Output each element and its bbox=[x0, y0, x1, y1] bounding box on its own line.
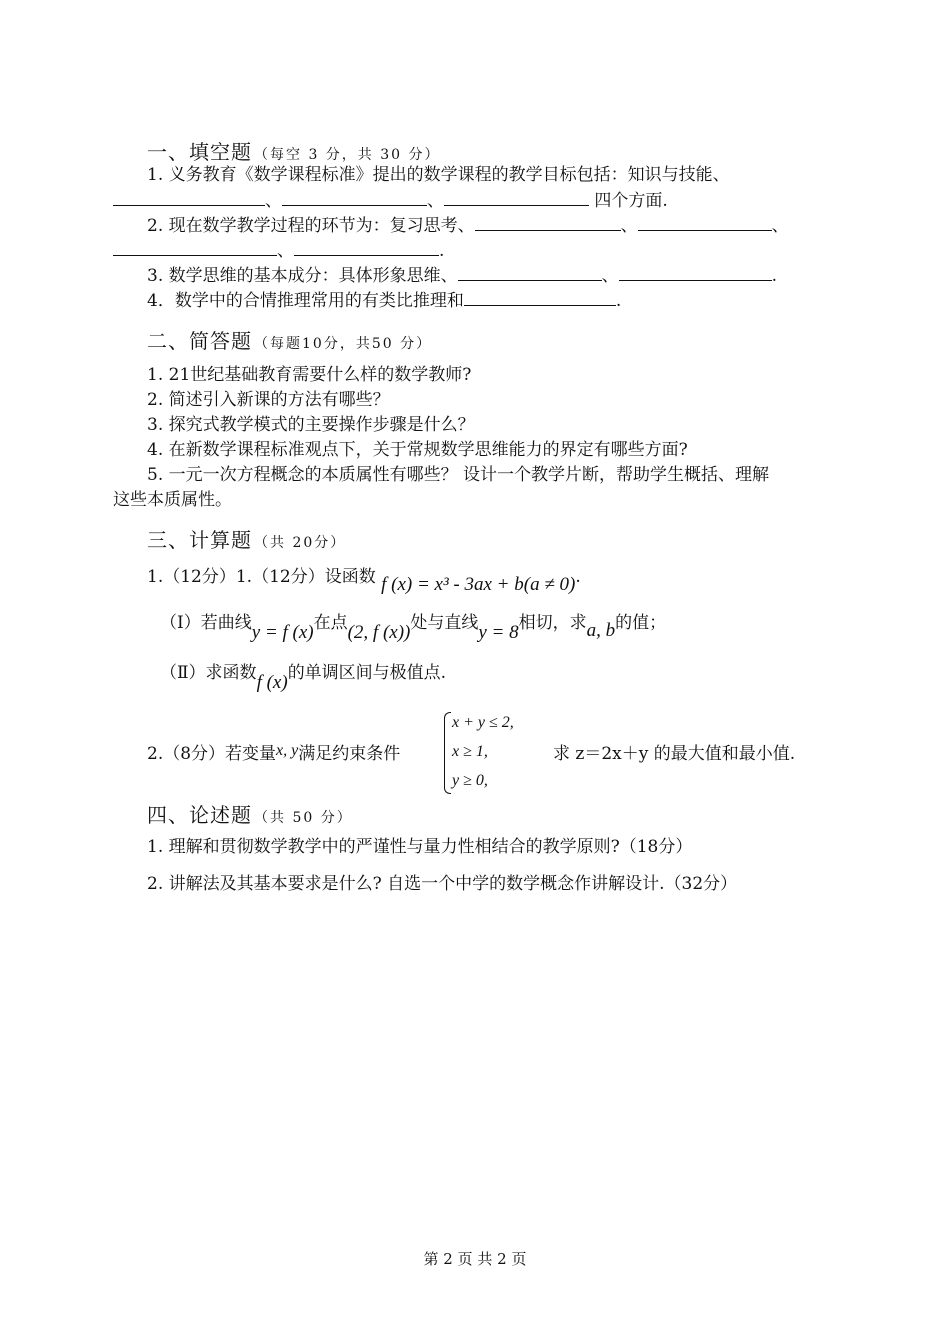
question-text: 4．数学中的合情推理常用的有类比推理和 bbox=[147, 291, 464, 311]
function-formula: f (x) = x³ - 3ax + b(a ≠ 0) bbox=[381, 574, 576, 595]
section1-heading bbox=[147, 136, 441, 165]
s3-q1-part1 bbox=[160, 612, 667, 643]
section2-heading bbox=[147, 325, 432, 354]
curve-formula: y = f (x) bbox=[251, 622, 314, 643]
section2-note: （每题10分，共50 分） bbox=[254, 336, 433, 352]
page-footer: 第 2 页 共 2 页 bbox=[423, 1250, 527, 1268]
s2-q2: 2. 简述引入新课的方法有哪些？ bbox=[147, 390, 390, 410]
section1-title: 一、填空题 bbox=[147, 140, 252, 164]
part-text: （Ⅱ）求函数 bbox=[160, 663, 257, 683]
constraint-1: x + y ≤ 2, bbox=[452, 714, 514, 731]
s3-q1-part2 bbox=[160, 662, 447, 693]
function-ref: f (x) bbox=[256, 672, 288, 693]
part-text: （Ⅰ）若曲线 bbox=[160, 613, 252, 633]
constraint-2: x ≥ 1, bbox=[452, 743, 488, 760]
s2-q5-line1: 5. 一元一次方程概念的本质属性有哪些？ 设计一个教学片断，帮助学生概括、理解 bbox=[147, 465, 770, 485]
answer-blank[interactable] bbox=[113, 189, 265, 206]
answer-blank[interactable] bbox=[464, 289, 616, 306]
answer-blank[interactable] bbox=[294, 239, 439, 256]
answer-blank[interactable] bbox=[458, 264, 602, 281]
s2-q5-line2: 这些本质属性。 bbox=[113, 490, 232, 510]
section3-title: 三、计算题 bbox=[147, 528, 252, 552]
s2-q3: 3. 探究式教学模式的主要操作步骤是什么？ bbox=[147, 415, 475, 435]
question-text: 2.（8分）若变量 bbox=[147, 744, 277, 764]
separator: 、 bbox=[620, 216, 638, 236]
answer-blank[interactable] bbox=[638, 214, 772, 231]
s1-q1-line2 bbox=[113, 189, 668, 212]
part-text: 在点 bbox=[313, 613, 348, 633]
question-text: 3. 数学思维的基本成分：具体形象思维、 bbox=[147, 266, 458, 286]
s2-q4: 4. 在新数学课程标准观点下，关于常规数学思维能力的界定有哪些方面? bbox=[147, 440, 688, 460]
answer-blank[interactable] bbox=[475, 214, 621, 231]
s1-q1-line1: 1. 义务教育《数学课程标准》提出的数学课程的教学目标包括：知识与技能、 bbox=[147, 165, 730, 185]
line-end: . bbox=[615, 291, 622, 311]
line-end: 四个方面. bbox=[589, 191, 668, 211]
separator: 、 bbox=[277, 241, 294, 261]
section4-title: 四、论述题 bbox=[147, 803, 252, 827]
s3-q2-goal: 求 z＝2x＋y 的最大值和最小值. bbox=[553, 744, 796, 764]
separator: 、 bbox=[427, 191, 444, 211]
part-text: 的值； bbox=[615, 613, 667, 633]
line-end: . bbox=[439, 241, 445, 261]
separator: 、 bbox=[771, 216, 789, 236]
section4-heading bbox=[147, 799, 353, 828]
line-end: . bbox=[575, 567, 581, 587]
separator: 、 bbox=[601, 266, 619, 286]
answer-blank[interactable] bbox=[444, 189, 589, 206]
s2-q1: 1. 21世纪基础教育需要什么样的数学教师? bbox=[147, 365, 472, 385]
s4-q1: 1. 理解和贯彻数学教学中的严谨性与量力性相结合的教学原则?（18分） bbox=[147, 837, 693, 857]
separator: 、 bbox=[265, 191, 282, 211]
section3-heading bbox=[147, 524, 346, 553]
question-text: 2. 现在数学教学过程的环节为：复习思考、 bbox=[147, 216, 475, 236]
answer-blank[interactable] bbox=[282, 189, 427, 206]
s3-q2 bbox=[147, 743, 400, 766]
constraint-brace bbox=[444, 712, 451, 794]
part-text: 的单调区间与极值点. bbox=[287, 663, 447, 683]
answer-blank[interactable] bbox=[619, 264, 772, 281]
part-text: 处与直线 bbox=[410, 613, 479, 633]
question-text: 1.（12分）1.（12分）设函数 bbox=[147, 567, 376, 587]
unknowns-formula: a, b bbox=[586, 620, 616, 641]
constraint-3: y ≥ 0, bbox=[452, 772, 488, 789]
part-text: 相切，求 bbox=[518, 613, 587, 633]
section2-title: 二、简答题 bbox=[147, 329, 252, 353]
line-formula: y = 8 bbox=[478, 622, 519, 643]
section1-note: （每空 3 分，共 30 分） bbox=[254, 147, 441, 163]
question-text: 满足约束条件 bbox=[298, 744, 401, 764]
line-end: . bbox=[771, 266, 778, 286]
section3-note: （共 20分） bbox=[254, 535, 347, 551]
point-formula: (2, f (x)) bbox=[347, 622, 411, 643]
s1-q2-line2 bbox=[113, 239, 444, 262]
answer-blank[interactable] bbox=[113, 239, 277, 256]
s1-q3 bbox=[147, 264, 777, 287]
s1-q2-line1 bbox=[147, 214, 789, 237]
s4-q2: 2. 讲解法及其基本要求是什么? 自选一个中学的数学概念作讲解设计.（32分） bbox=[147, 874, 738, 894]
section4-note: （共 50 分） bbox=[254, 810, 353, 826]
s3-q1 bbox=[147, 566, 581, 595]
variables: x, y bbox=[276, 742, 299, 759]
s1-q4 bbox=[147, 289, 621, 312]
